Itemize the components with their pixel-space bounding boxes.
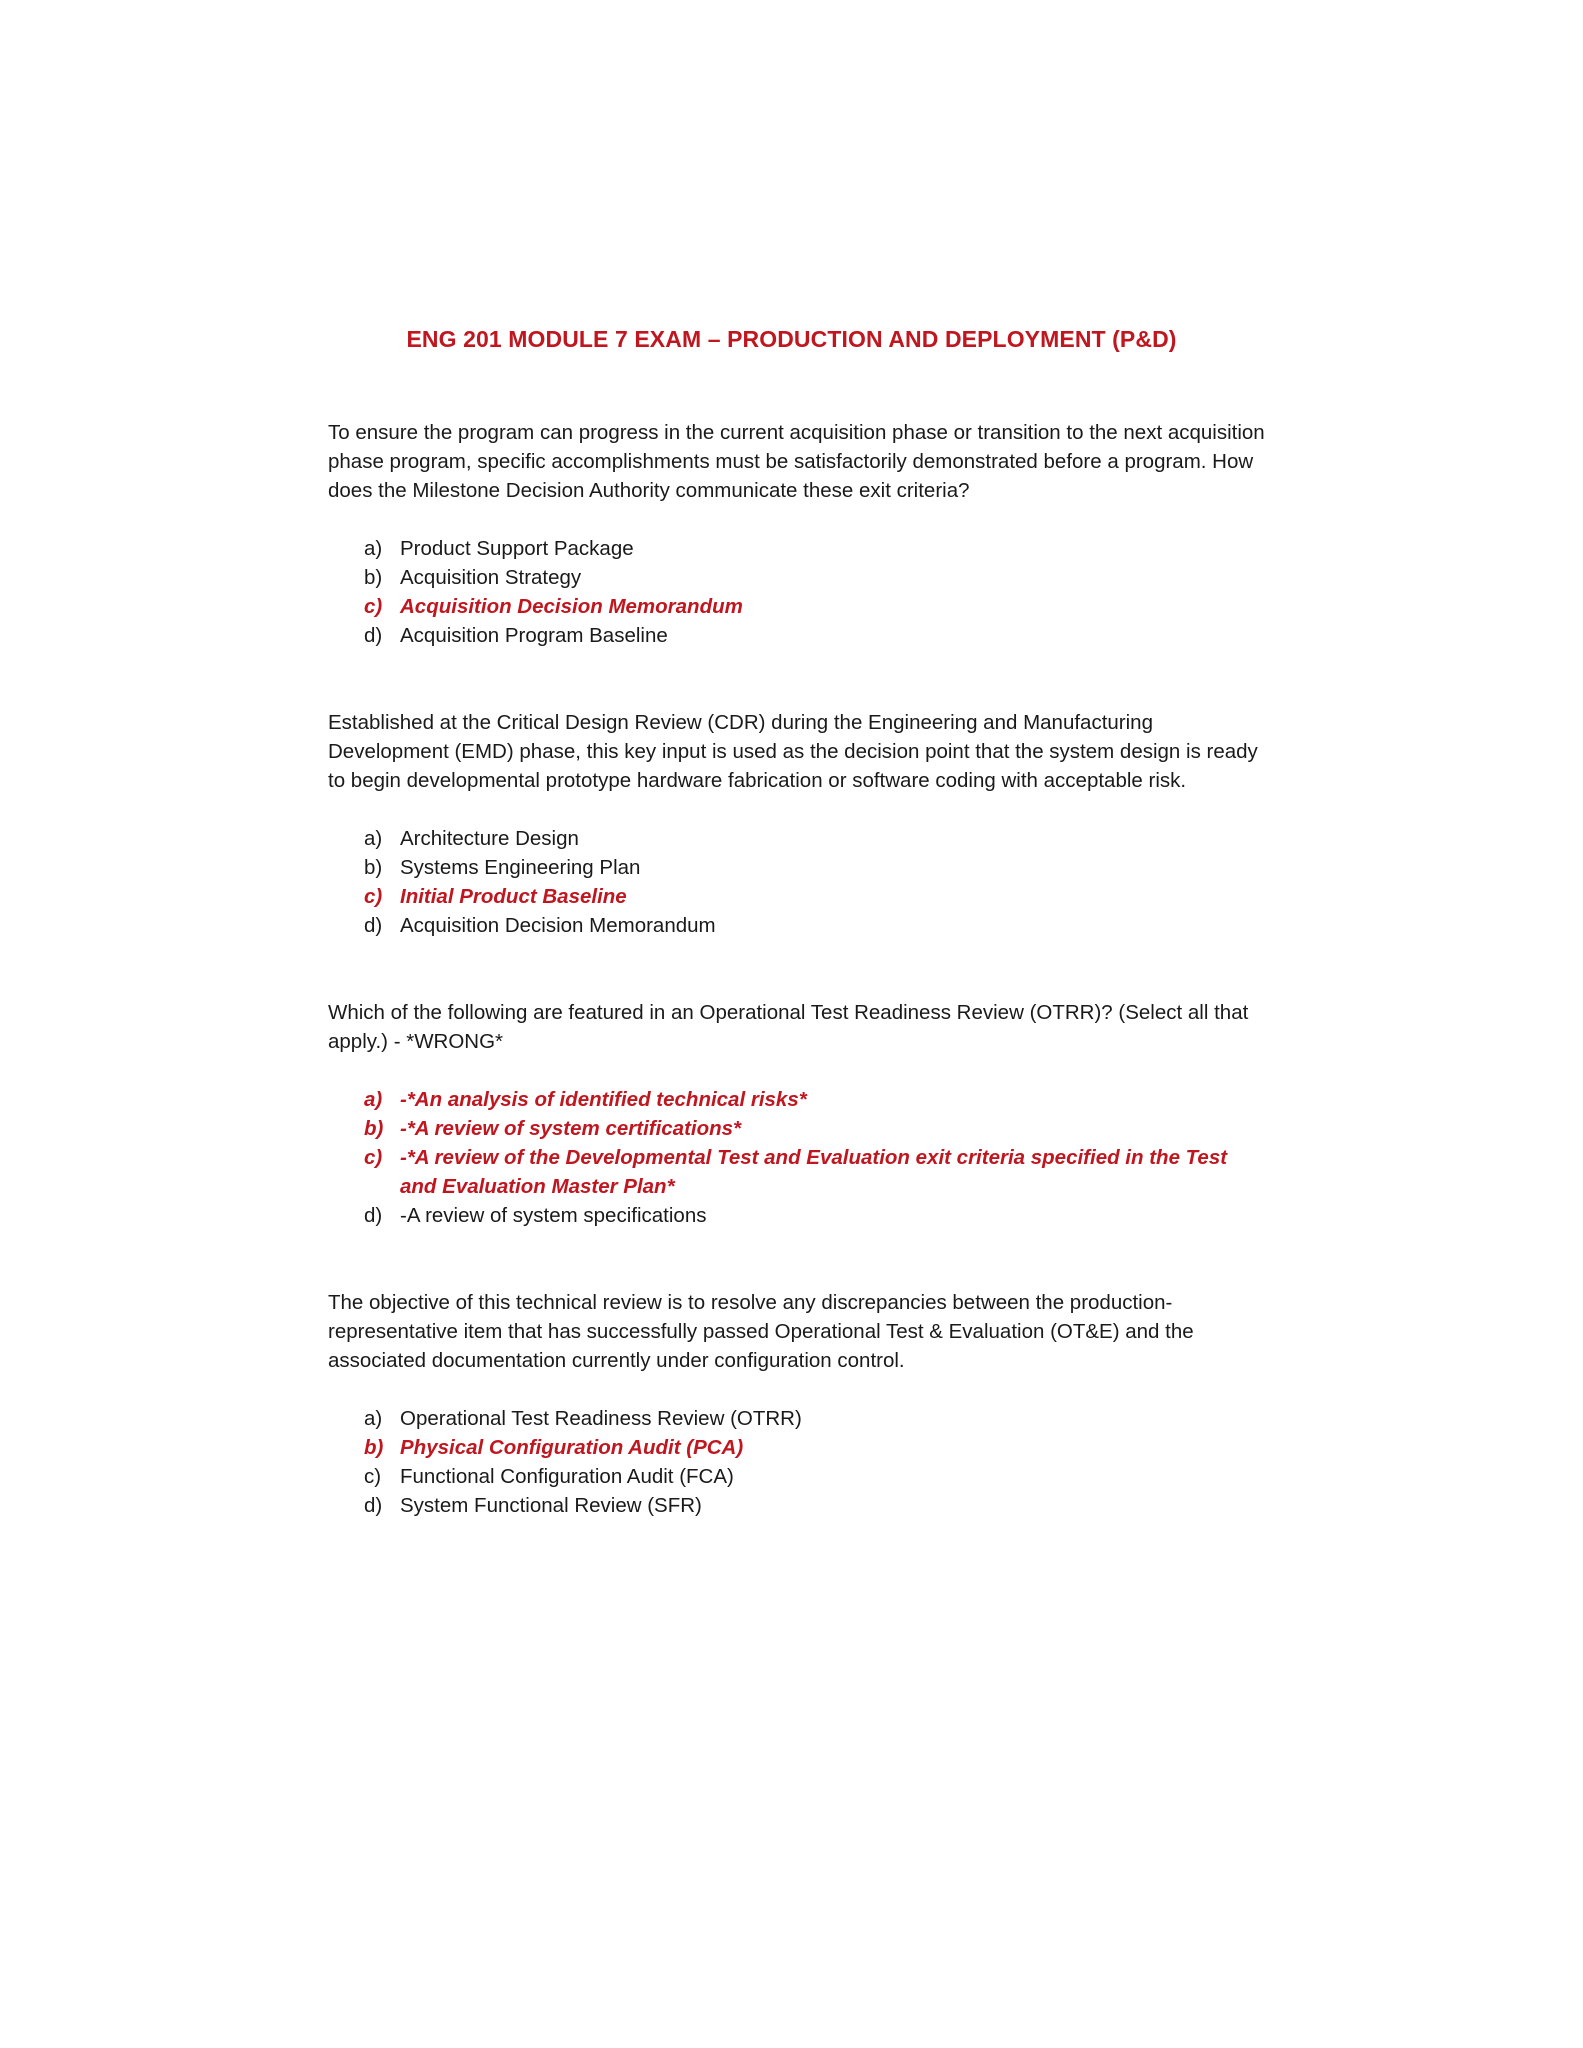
option-letter: d) bbox=[364, 1494, 383, 1517]
option-3b-correct bbox=[328, 1114, 1268, 1143]
option-letter: c) bbox=[364, 595, 383, 618]
option-letter: b) bbox=[364, 856, 383, 879]
question-block-3 bbox=[328, 998, 1268, 1230]
option-letter: b) bbox=[364, 1117, 384, 1140]
option-text: Physical Configuration Audit (PCA) bbox=[400, 1436, 744, 1459]
option-3a-correct bbox=[328, 1085, 1268, 1114]
question-block-2 bbox=[328, 708, 1268, 940]
option-letter: d) bbox=[364, 914, 383, 937]
options-list-3 bbox=[328, 1085, 1268, 1230]
option-2b bbox=[328, 853, 1268, 882]
option-text: Product Support Package bbox=[400, 537, 634, 560]
option-letter: a) bbox=[364, 537, 383, 560]
document-body bbox=[328, 418, 1268, 1578]
option-letter: d) bbox=[364, 1204, 383, 1227]
option-1a bbox=[328, 534, 1268, 563]
options-list-2 bbox=[328, 824, 1268, 940]
option-4d bbox=[328, 1491, 1268, 1520]
option-4a bbox=[328, 1404, 1268, 1433]
option-letter: c) bbox=[364, 885, 383, 908]
option-text: Functional Configuration Audit (FCA) bbox=[400, 1465, 734, 1488]
question-text-1: To ensure the program can progress in the current acquisition phase or transition to the next acquisition phase program, specific accomplishments must be satisfactorily demonstrated before a program. How does the Milestone Decision Authority communicate these exit criteria? bbox=[328, 421, 1265, 502]
option-text: Initial Product Baseline bbox=[400, 885, 627, 908]
option-4b-correct bbox=[328, 1433, 1268, 1462]
option-text: Operational Test Readiness Review (OTRR) bbox=[400, 1407, 802, 1430]
option-text: -*A review of system certifications* bbox=[400, 1117, 742, 1140]
option-text: System Functional Review (SFR) bbox=[400, 1494, 702, 1517]
option-2c-correct bbox=[328, 882, 1268, 911]
option-letter: d) bbox=[364, 624, 383, 647]
option-4c bbox=[328, 1462, 1268, 1491]
option-1d bbox=[328, 621, 1268, 650]
option-letter: c) bbox=[364, 1146, 383, 1169]
option-letter: a) bbox=[364, 1088, 383, 1111]
option-text: Acquisition Program Baseline bbox=[400, 624, 668, 647]
options-list-4 bbox=[328, 1404, 1268, 1520]
document-title: ENG 201 MODULE 7 EXAM – PRODUCTION AND DEPLOYMENT (P&D) bbox=[406, 326, 1177, 352]
option-1b bbox=[328, 563, 1268, 592]
option-3c-correct bbox=[328, 1143, 1268, 1201]
option-2d bbox=[328, 911, 1268, 940]
option-letter: a) bbox=[364, 1407, 383, 1430]
question-block-4 bbox=[328, 1288, 1268, 1520]
option-text: -*A review of the Developmental Test and Evaluation exit criteria specified in the Test and Evaluation Master Plan* bbox=[400, 1146, 1228, 1198]
option-text: Acquisition Strategy bbox=[400, 566, 582, 589]
options-list-1 bbox=[328, 534, 1268, 650]
option-text: Architecture Design bbox=[400, 827, 579, 850]
option-text: Systems Engineering Plan bbox=[400, 856, 641, 879]
question-text-4: The objective of this technical review is to resolve any discrepancies between the production-representative item that has successfully passed Operational Test & Evaluation (OT&E) and the associated documentation currently under configuration control. bbox=[328, 1291, 1194, 1372]
option-letter: b) bbox=[364, 1436, 384, 1459]
option-text: Acquisition Decision Memorandum bbox=[400, 914, 716, 937]
option-text: -A review of system specifications bbox=[400, 1204, 707, 1227]
option-letter: b) bbox=[364, 566, 383, 589]
question-text-2: Established at the Critical Design Review (CDR) during the Engineering and Manufacturing Development (EMD) phase, this key input is used as the decision point that the system design is ready to begin developmental prototype hardware fabrication or software coding with acceptable risk. bbox=[328, 711, 1258, 792]
question-block-1 bbox=[328, 418, 1268, 650]
option-text: -*An analysis of identified technical risks* bbox=[400, 1088, 807, 1111]
option-2a bbox=[328, 824, 1268, 853]
option-3d bbox=[328, 1201, 1268, 1230]
question-text-3: Which of the following are featured in an Operational Test Readiness Review (OTRR)? (Select all that apply.) - *WRONG* bbox=[328, 1001, 1249, 1053]
option-1c-correct bbox=[328, 592, 1268, 621]
option-text: Acquisition Decision Memorandum bbox=[400, 595, 743, 618]
option-letter: c) bbox=[364, 1465, 382, 1488]
option-letter: a) bbox=[364, 827, 383, 850]
